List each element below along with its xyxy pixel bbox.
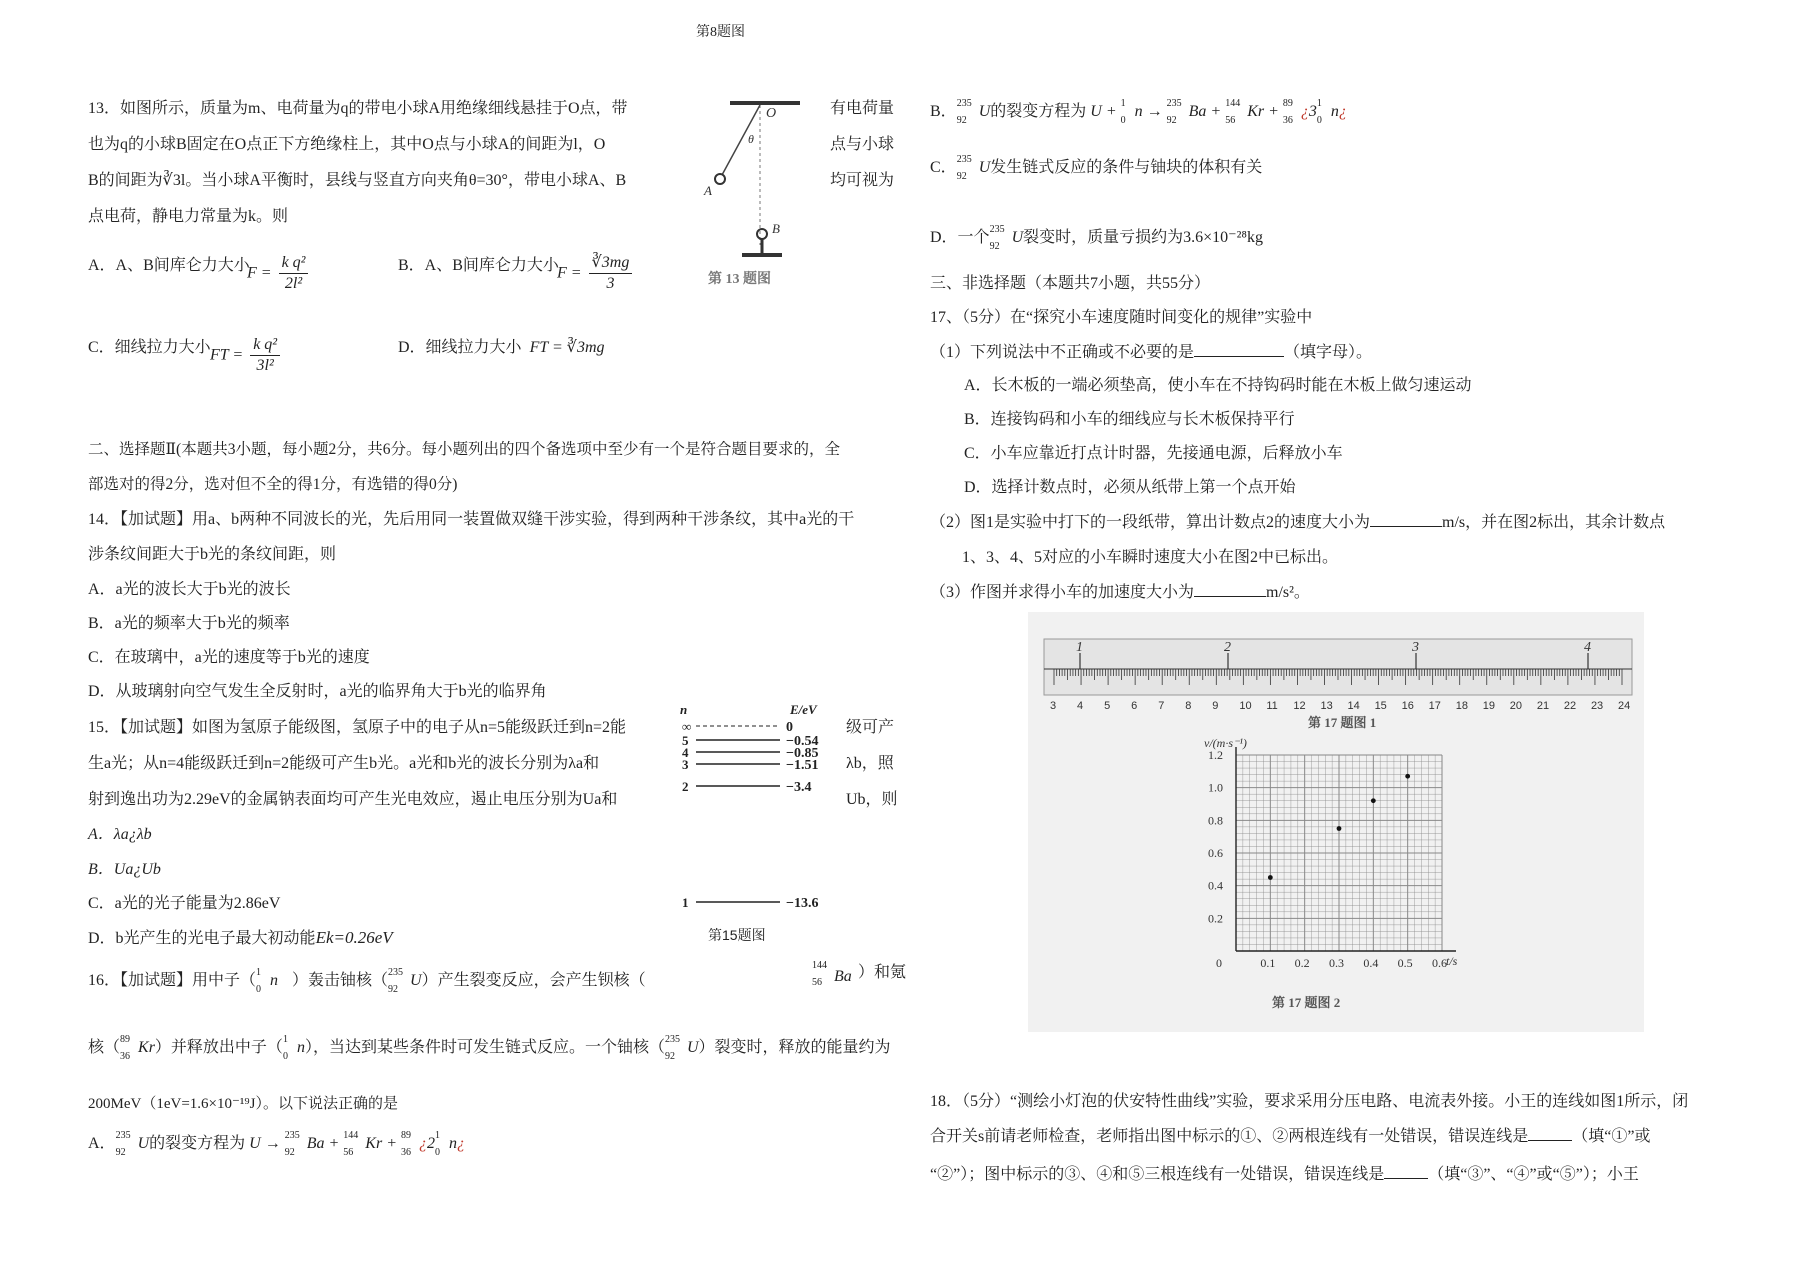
ruler-tick-label: 18 [1455, 700, 1468, 712]
q16-option-a-equation: U → 235 92 Ba + 144 56 Kr + 89 36 ¿2 1 0 n¿ [249, 1130, 465, 1158]
q17-option-d: D．选择计数点时，必须从纸带上第一个点开始 [964, 479, 1296, 496]
q17-title: 17、（5分）在“探究小车速度随时间变化的规律”实验中 [930, 309, 1313, 326]
ruler-tick-label: 21 [1536, 700, 1550, 712]
q14-option-b: B．a光的频率大于b光的频率 [88, 615, 290, 632]
q17-option-b: B．连接钩码和小车的细线应与长木板保持平行 [964, 411, 1295, 428]
q16-line2: 核（ 89 36 Kr）并释放出中子（ 1 0 n），当达到某些条件时可发生链式反应。一个铀核（ 235 92 U）裂变时，释放的能量约为 [88, 1034, 891, 1062]
level-e-label: −3.4 [786, 780, 812, 795]
q15-levels [682, 719, 818, 911]
section2-line1: 二、选择题Ⅱ(本题共3小题，每小题2分，共6分。每小题列出的四个备选项中至少有一个是符合题目要求的，全 [88, 441, 840, 458]
ruler-tick-label: 4 [1077, 700, 1084, 712]
y-tick-label: 0.6 [1208, 846, 1223, 860]
q18-blank1 [1528, 1126, 1572, 1141]
chart-xlabel: t/s [1446, 954, 1458, 968]
q17-vt-chart [1180, 735, 1510, 1015]
q16-line2-d: ）裂变时，释放的能量约为 [698, 1039, 891, 1056]
q16-option-c-prefix: C． [930, 159, 957, 176]
q13-label-a: A [704, 183, 712, 198]
x-tick-label: 0.6 [1432, 956, 1447, 970]
q16-line1-b: ）轰击铀核（ [292, 972, 389, 989]
q17-part3 [930, 582, 1310, 603]
q17-fig2-caption: 第 17 题图 2 [1272, 995, 1341, 1010]
level-n-label: ∞ [682, 719, 692, 734]
q13-option-b-prefix: B．A、B间库仑力大小 [398, 257, 559, 274]
q13-side2: 点与小球 [830, 136, 895, 153]
q15-energy-level-figure [670, 700, 850, 950]
q13-side3: 均可视为 [830, 172, 895, 189]
q16-ba-nucleus: 144 56 Ba [812, 960, 852, 988]
ruler-tick-label: 6 [1131, 700, 1138, 712]
q16-option-b-prefix: B． [930, 103, 957, 120]
q16-line1-d: ）和氪 [858, 964, 907, 981]
q15-option-a: A．λa¿λb [88, 826, 152, 843]
q15-option-d [88, 928, 393, 949]
ruler-tick-label: 24 [1618, 700, 1631, 712]
q13-label-theta: θ [748, 132, 754, 146]
q13-line3: B的间距为∛3l。当小球A平衡时，县线与竖直方向夹角θ=30°，带电小球A、B [88, 172, 627, 189]
q13-option-d [398, 338, 605, 358]
ruler-tick-label: 20 [1509, 700, 1523, 712]
q18-blank2 [1384, 1164, 1428, 1179]
q13-option-a-lhs: F = [247, 264, 272, 282]
q18-line2-a: 合开关s前请老师检查，老师指出图中标示的①、②两根连线有一处错误，错误连线是 [930, 1128, 1529, 1145]
q16-line2-a: 核（ [88, 1039, 121, 1056]
q17-tape-figure [1040, 625, 1640, 735]
q13-fig-caption: 第 13 题图 [708, 272, 771, 287]
q13-label-o: O [766, 106, 777, 121]
ruler-tick-label: 15 [1374, 700, 1387, 712]
q13-option-c-lhs: FT = [210, 346, 244, 364]
origin-label: 0 [1216, 956, 1222, 970]
q18-line3 [930, 1164, 1639, 1185]
x-tick-label: 0.5 [1397, 956, 1413, 970]
ruler-tick-label: 7 [1158, 700, 1165, 712]
ruler-tick-label: 10 [1239, 700, 1252, 712]
ruler-tick-label: 12 [1293, 700, 1306, 712]
q16-option-d-text: 裂变时，质量亏损约为3.6×10⁻²⁸kg [1023, 229, 1263, 246]
q16-option-b: B． 235 92 U的裂变方程为 U + 1 0 n → 235 92 Ba + 144 56 Kr + 89 36 ¿3 1 0 n¿ [930, 98, 1347, 126]
q13-option-c [88, 338, 211, 358]
q13-option-c-den: 3l² [256, 357, 274, 374]
q16-option-a-mid: 的裂变方程为 [149, 1135, 246, 1152]
ruler-tick-label: 23 [1590, 700, 1604, 712]
q16-line1-c: ）产生裂变反应，会产生钡核（ [421, 972, 646, 989]
q16-line1-a: 16．【加试题】用中子（ [88, 972, 257, 989]
q17-option-c: C．小车应靠近打点计时器，先接通电源，后释放小车 [964, 445, 1343, 462]
q15-line2: 生a光；从n=4能级跃迁到n=2能级可产生b光。a光和b光的波长分别为λa和 [88, 755, 600, 772]
q16-line2-b: ）并释放出中子（ [154, 1039, 283, 1056]
x-tick-label: 0.3 [1329, 956, 1344, 970]
q13-option-b-den: 3 [606, 275, 615, 292]
x-tick-label: 0.2 [1294, 956, 1310, 970]
q16-option-c-text: 发生链式反应的条件与铀块的体积有关 [990, 159, 1263, 176]
q13-option-b-formula [557, 253, 635, 294]
level-n-label: 4 [682, 745, 689, 760]
data-point [1371, 798, 1376, 803]
q13-option-b-num: ∛3mg [589, 253, 633, 274]
q16-option-a-prefix: A． [88, 1135, 116, 1152]
q18-line2 [930, 1126, 1650, 1147]
q18-line1: 18．（5分）“测绘小灯泡的伏安特性曲线”实验，要求采用分压电路、电流表外接。小王的连线如图1所示，闭 [930, 1093, 1689, 1110]
ruler-tick-label: 16 [1401, 700, 1414, 712]
q15-side1: 级可产 [846, 719, 895, 736]
q13-option-c-prefix: C．细线拉力大小 [88, 339, 211, 356]
q16-option-b-equation: U + 1 0 n → 235 92 Ba + 144 56 Kr + 89 36 ¿3 1 0 n¿ [1090, 98, 1347, 126]
level-e-label: −0.54 [786, 734, 819, 749]
data-point [1337, 826, 1342, 831]
q16-line1: 16．【加试题】用中子（ 1 0 n ）轰击铀核（ 235 92 U）产生裂变反应，会产生钡核（ [88, 967, 646, 995]
level-n-label: 5 [682, 733, 689, 748]
section3-heading: 三、非选择题（本题共7小题，共55分） [930, 275, 1211, 292]
q17-part1-blank [1194, 342, 1284, 357]
q13-line4: 点电荷，静电力常量为k。则 [88, 208, 289, 225]
tape-point-label: 4 [1584, 640, 1591, 655]
q13-label-b: B [772, 221, 780, 236]
q14-line1: 14．【加试题】用a、b两种不同波长的光，先后用同一装置做双缝干涉实验，得到两种干涉条纹，其中a光的干 [88, 511, 855, 528]
q15-side2: λb，照 [846, 755, 894, 772]
x-tick-label: 0.1 [1260, 956, 1276, 970]
level-n-label: 3 [682, 757, 689, 772]
q16-option-d: D．一个 235 92 U裂变时，质量亏损约为3.6×10⁻²⁸kg [930, 224, 1263, 252]
q14-option-d: D．从玻璃射向空气发生全反射时，a光的临界角大于b光的临界角 [88, 683, 547, 700]
y-tick-label: 1.0 [1208, 780, 1223, 795]
q15-option-d-prefix: D．b光产生的光电子最大初动能 [88, 930, 316, 947]
q14-line2: 涉条纹间距大于b光的条纹间距，则 [88, 546, 337, 563]
level-n-label: 1 [682, 895, 689, 910]
data-point [1268, 875, 1273, 880]
chart-ylabel: v/(m·s⁻¹) [1204, 736, 1247, 750]
q13-option-a-den: 2l² [284, 275, 303, 292]
q15-option-d-formula: Ek=0.26eV [315, 928, 393, 947]
q16-option-c: C． 235 92 U发生链式反应的条件与铀块的体积有关 [930, 154, 1263, 182]
q18-line2-b: （填“①”或 [1572, 1128, 1651, 1145]
q17-part2-line2: 1、3、4、5对应的小车瞬时速度大小在图2中已标出。 [962, 549, 1339, 566]
y-tick-label: 0.2 [1208, 911, 1223, 926]
q17-part2-blank [1370, 512, 1442, 527]
q13-option-c-num: k q² [250, 335, 280, 356]
data-point [1405, 774, 1410, 779]
q16-option-b-mid: 的裂变方程为 [990, 103, 1087, 120]
ruler-tick-label: 11 [1266, 700, 1278, 712]
q15-side3: Ub，则 [846, 791, 898, 808]
q15-col-n: n [680, 702, 688, 717]
q17-part3-blank [1194, 582, 1266, 597]
ruler-tick-label: 17 [1428, 700, 1441, 712]
q15-option-b: B．Ua¿Ub [88, 861, 161, 878]
ruler-tick-label: 9 [1212, 700, 1219, 712]
q13-option-a [88, 256, 250, 276]
q18-line3-a: “②”）；图中标示的③、④和⑤三根连线有一处错误，错误连线是 [930, 1166, 1385, 1183]
q16-option-d-prefix: D．一个 [930, 229, 990, 246]
q13-line2: 也为q的小球B固定在O点正下方绝缘柱上，其中O点与小球A的间距为l，O [88, 136, 606, 153]
ruler-tick-label: 13 [1320, 700, 1333, 712]
q13-pendulum-figure [700, 95, 820, 295]
q16-option-a: A． 235 92 U的裂变方程为 U → 235 92 Ba + 144 56 Kr + 89 36 ¿2 1 0 n¿ [88, 1130, 465, 1158]
q13-option-d-prefix: D．细线拉力大小 [398, 339, 522, 356]
ruler-tick-label: 19 [1482, 700, 1496, 712]
level-e-label: −0.85 [786, 746, 819, 761]
level-e-label: 0 [786, 720, 793, 735]
level-e-label: −13.6 [786, 896, 819, 911]
tape-point-label: 1 [1076, 640, 1083, 655]
q14-option-c: C．在玻璃中，a光的速度等于b光的速度 [88, 649, 370, 666]
ruler-tick-label: 3 [1050, 700, 1057, 712]
ruler-tick-label: 22 [1563, 700, 1577, 712]
q17-part2 [930, 512, 1665, 533]
q17-part2-text: （2）图1是实验中打下的一段纸带，算出计数点2的速度大小为 [930, 514, 1371, 531]
q17-option-a: A．长木板的一端必须垫高，使小车在不持钩码时能在木板上做匀速运动 [964, 377, 1472, 394]
y-tick-label: 0.8 [1208, 813, 1223, 828]
q13-line1: 13．如图所示，质量为m、电荷量为q的带电小球A用绝缘细线悬挂于O点，带 [88, 100, 628, 117]
section2-line2: 部选对的得2分，选对但不全的得1分，有选错的得0分) [88, 476, 458, 493]
q17-part1-end: （填字母）。 [1284, 344, 1373, 361]
q13-option-a-prefix: A．A、B间库仑力大小 [88, 257, 250, 274]
q15-fig-caption: 第15题图 [708, 927, 766, 943]
q16-line3: 200MeV（1eV=1.6×10⁻¹⁹J）。以下说法正确的是 [88, 1096, 398, 1112]
y-tick-label: 1.2 [1208, 748, 1223, 762]
level-n-label: 2 [682, 779, 689, 794]
ruler-tick-label: 5 [1104, 700, 1111, 712]
ruler-tick-label: 8 [1185, 700, 1192, 712]
q15-option-c: C．a光的光子能量为2.86eV [88, 895, 281, 912]
q14-option-a: A．a光的波长大于b光的波长 [88, 581, 291, 598]
q13-option-d-formula: FT = ∛3mg [529, 339, 605, 356]
q15-col-e: E/eV [790, 702, 817, 717]
tape-point-label: 2 [1224, 640, 1231, 655]
q13-option-b [398, 256, 559, 276]
q13-option-a-num: k q² [279, 253, 309, 274]
fig8-caption: 第8题图 [696, 25, 745, 40]
q17-part1 [930, 342, 1372, 363]
q15-line3: 射到逸出功为2.29eV的金属钠表面均可产生光电效应，遏止电压分别为Ua和 [88, 791, 618, 808]
q13-option-a-formula [247, 253, 311, 294]
q13-option-b-lhs: F = [557, 264, 582, 282]
y-tick-label: 0.4 [1208, 878, 1223, 893]
q13-side1: 有电荷量 [830, 100, 895, 117]
q17-part1-text: （1）下列说法中不正确或不必要的是 [930, 344, 1195, 361]
q18-line3-b: （填“③”、“④”或“⑤”）；小王 [1428, 1166, 1639, 1183]
q15-line1: 15．【加试题】如图为氢原子能级图，氢原子中的电子从n=5能级跃迁到n=2能 [88, 719, 627, 736]
q16-line2-c: ），当达到某些条件时可发生链式反应。一个铀核（ [304, 1039, 665, 1056]
q17-part3-text: （3）作图并求得小车的加速度大小为 [930, 584, 1195, 601]
q17-fig1-caption: 第 17 题图 1 [1308, 715, 1377, 730]
level-e-label: −1.51 [786, 758, 819, 773]
q13-option-c-formula [210, 335, 283, 376]
tape-point-label: 3 [1412, 640, 1419, 655]
ruler-tick-label: 14 [1347, 700, 1360, 712]
q17-part3-end: m/s²。 [1266, 584, 1310, 601]
x-tick-label: 0.4 [1363, 956, 1379, 970]
q17-part2-end: m/s，并在图2标出，其余计数点 [1442, 514, 1666, 531]
